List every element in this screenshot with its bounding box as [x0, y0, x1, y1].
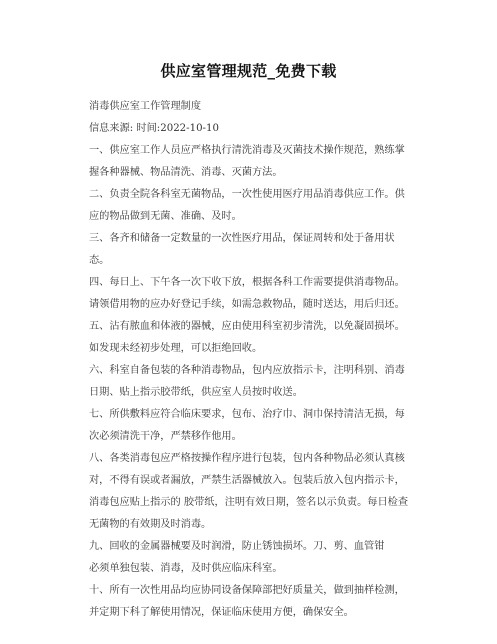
paragraph-9-continued: 必须单独包装、消毒，及时供应临床科室。 — [89, 563, 283, 574]
paragraph-source-info: 信息来源: 时间:2022-10-10 — [89, 123, 219, 134]
paragraph-8: 八、各类消毒包应严格按操作程序进行包装，包内各种物品必须认真核对，不得有误或者漏放，严禁生活器械放入。包装后放入包内指示卡，消毒包应贴上指示的 胶带纸，注明有效日期，签名以示负责。每日检查无菌物的有效期及时消毒。 — [89, 453, 409, 530]
paragraph-2: 二、负责全院各科室无菌物品，一次性使用医疗用品消毒供应工作。供应的物品做到无菌、准确、及时。 — [89, 189, 405, 222]
document-title: 供应室管理规范_免费下载 — [160, 62, 337, 80]
paragraph-7: 七、所供敷料应符合临床要求，包布、治疗巾、洞巾保持清洁无损，每次必须清洗干净，严禁移作他用。 — [89, 409, 405, 442]
paragraph-6: 六、科室自备包装的各种消毒物品，包内应放指示卡，注明科别、消毒日期、贴上指示胶带纸，供应室人员按时收送。 — [89, 365, 405, 398]
paragraph-9: 九、回收的金属器械要及时润滑，防止锈蚀损坏。刀、剪、血管钳 — [89, 541, 385, 552]
paragraph-1: 一、供应室工作人员应严格执行清洗消毒及灭菌技术操作规范，熟练掌握各种器械、物品清洗、消毒、灭菌方法。 — [89, 145, 405, 178]
paragraph-5: 五、沾有脓血和体液的器械，应由使用科室初步清洗，以免凝固损坏。如发现未经初步处理，可以拒绝回收。 — [89, 321, 405, 354]
paragraph-4: 四、每日上、下午各一次下收下放，根据各科工作需要提供消毒物品。请领借用物的应办好登记手续，如需急救物品，随时送达，用后归还。 — [89, 277, 405, 310]
paragraph-heading: 消毒供应室工作管理制度 — [89, 101, 202, 112]
paragraph-10: 十、所有一次性用品均应协同设备保障部把好质量关，做到抽样检测，并定期下科了解使用情况，保证临床使用方便，确保安全。 — [89, 585, 405, 618]
paragraph-3: 三、各齐和储备一定数量的一次性医疗用品，保证周转和处于备用状态。 — [89, 233, 395, 266]
document-body — [89, 96, 414, 624]
